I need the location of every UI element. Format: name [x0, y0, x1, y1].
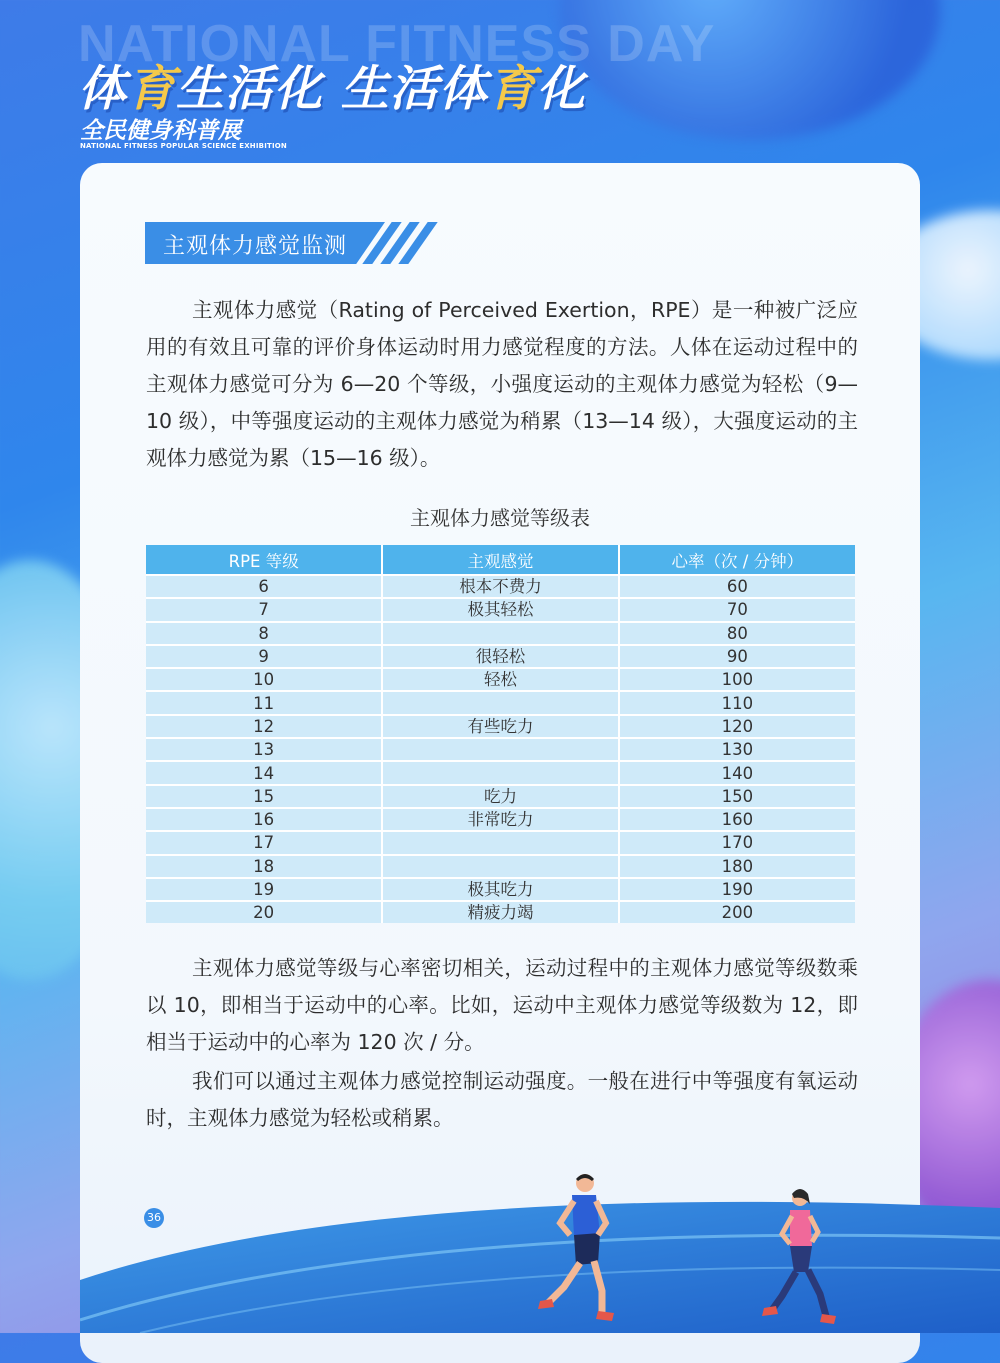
- cell-heart-rate: 200: [619, 901, 855, 923]
- cell-rpe-level: 11: [146, 691, 382, 714]
- cell-feeling: [382, 831, 618, 854]
- exhibition-subtitle: 全民健身科普展: [80, 118, 241, 144]
- cell-feeling: [382, 691, 618, 714]
- running-track-illustration: [80, 1160, 1000, 1333]
- cell-feeling: [382, 738, 618, 761]
- cell-rpe-level: 12: [146, 715, 382, 738]
- table-row: [146, 878, 855, 901]
- cell-heart-rate: 120: [619, 715, 855, 738]
- cell-feeling: 极其轻松: [382, 598, 618, 621]
- header-watermark: NATIONAL FITNESS DAY: [78, 15, 716, 73]
- cell-heart-rate: 70: [619, 598, 855, 621]
- table-row: [146, 622, 855, 645]
- header-heart-rate: 心率（次 / 分钟）: [619, 545, 855, 575]
- cell-feeling: [382, 855, 618, 878]
- cell-feeling: [382, 761, 618, 784]
- cell-feeling: 有些吃力: [382, 715, 618, 738]
- table-row: [146, 831, 855, 854]
- cell-rpe-level: 19: [146, 878, 382, 901]
- cell-feeling: 极其吃力: [382, 878, 618, 901]
- table-row: [146, 901, 855, 923]
- table-row: [146, 761, 855, 784]
- cell-feeling: 非常吃力: [382, 808, 618, 831]
- cell-rpe-level: 18: [146, 855, 382, 878]
- cell-rpe-level: 13: [146, 738, 382, 761]
- cell-rpe-level: 7: [146, 598, 382, 621]
- cell-rpe-level: 14: [146, 761, 382, 784]
- cell-feeling: 很轻松: [382, 645, 618, 668]
- cell-heart-rate: 90: [619, 645, 855, 668]
- cell-feeling: 吃力: [382, 785, 618, 808]
- relation-paragraph: 主观体力感觉等级与心率密切相关，运动过程中的主观体力感觉等级数乘以 10，即相当于运动中的心率。比如，运动中主观体力感觉等级数为 12，即相当于运动中的心率为 120 次 / 分。: [146, 956, 858, 1054]
- section-heading: [145, 222, 440, 264]
- page-number: 36: [144, 1208, 164, 1228]
- header-feeling: 主观感觉: [382, 545, 618, 575]
- cell-heart-rate: 180: [619, 855, 855, 878]
- cell-heart-rate: 80: [619, 622, 855, 645]
- cell-heart-rate: 130: [619, 738, 855, 761]
- table-row: [146, 598, 855, 621]
- cell-rpe-level: 10: [146, 668, 382, 691]
- cell-feeling: 精疲力竭: [382, 901, 618, 923]
- section-title: 主观体力感觉监测: [163, 234, 348, 259]
- cell-feeling: 轻松: [382, 668, 618, 691]
- cell-heart-rate: 140: [619, 761, 855, 784]
- cell-rpe-level: 8: [146, 622, 382, 645]
- exhibition-subtitle-en: NATIONAL FITNESS POPULAR SCIENCE EXHIBITION: [80, 142, 287, 150]
- table-row: [146, 785, 855, 808]
- cell-heart-rate: 190: [619, 878, 855, 901]
- headline-part1: 体育生活化: [78, 61, 341, 117]
- table-row: [146, 575, 855, 598]
- table-row: [146, 645, 855, 668]
- table-title: 主观体力感觉等级表: [410, 506, 590, 530]
- table-row: [146, 691, 855, 714]
- table-row: [146, 738, 855, 761]
- cell-rpe-level: 6: [146, 575, 382, 598]
- cell-rpe-level: 17: [146, 831, 382, 854]
- cell-rpe-level: 20: [146, 901, 382, 923]
- table-header-row: [146, 545, 855, 575]
- cell-rpe-level: 15: [146, 785, 382, 808]
- rpe-table: [146, 545, 855, 923]
- cell-heart-rate: 170: [619, 831, 855, 854]
- cell-heart-rate: 60: [619, 575, 855, 598]
- control-paragraph: 我们可以通过主观体力感觉控制运动强度。一般在进行中等强度有氧运动时，主观体力感觉为轻松或稍累。: [146, 1069, 858, 1130]
- cell-rpe-level: 16: [146, 808, 382, 831]
- table-row: [146, 855, 855, 878]
- cell-heart-rate: 100: [619, 668, 855, 691]
- table-row: [146, 715, 855, 738]
- cell-feeling: 根本不费力: [382, 575, 618, 598]
- headline: [78, 50, 586, 119]
- cell-heart-rate: 110: [619, 691, 855, 714]
- intro-paragraph: 主观体力感觉（Rating of Perceived Exertion，RPE）是一种被广泛应用的有效且可靠的评价身体运动时用力感觉程度的方法。人体在运动过程中的主观体力感觉可分为 6—20 个等级，小强度运动的主观体力感觉为轻松（9—10 级），中等强度运动的主观体力感觉为稍累（13—14 级），大强度运动的主观体力感觉为累（15—16 级）。: [146, 298, 858, 470]
- cell-rpe-level: 9: [146, 645, 382, 668]
- table-row: [146, 808, 855, 831]
- headline-part2: 生活体育化: [340, 61, 586, 117]
- header-rpe-level: RPE 等级: [146, 545, 382, 575]
- cell-heart-rate: 160: [619, 808, 855, 831]
- table-row: [146, 668, 855, 691]
- cell-heart-rate: 150: [619, 785, 855, 808]
- cell-feeling: [382, 622, 618, 645]
